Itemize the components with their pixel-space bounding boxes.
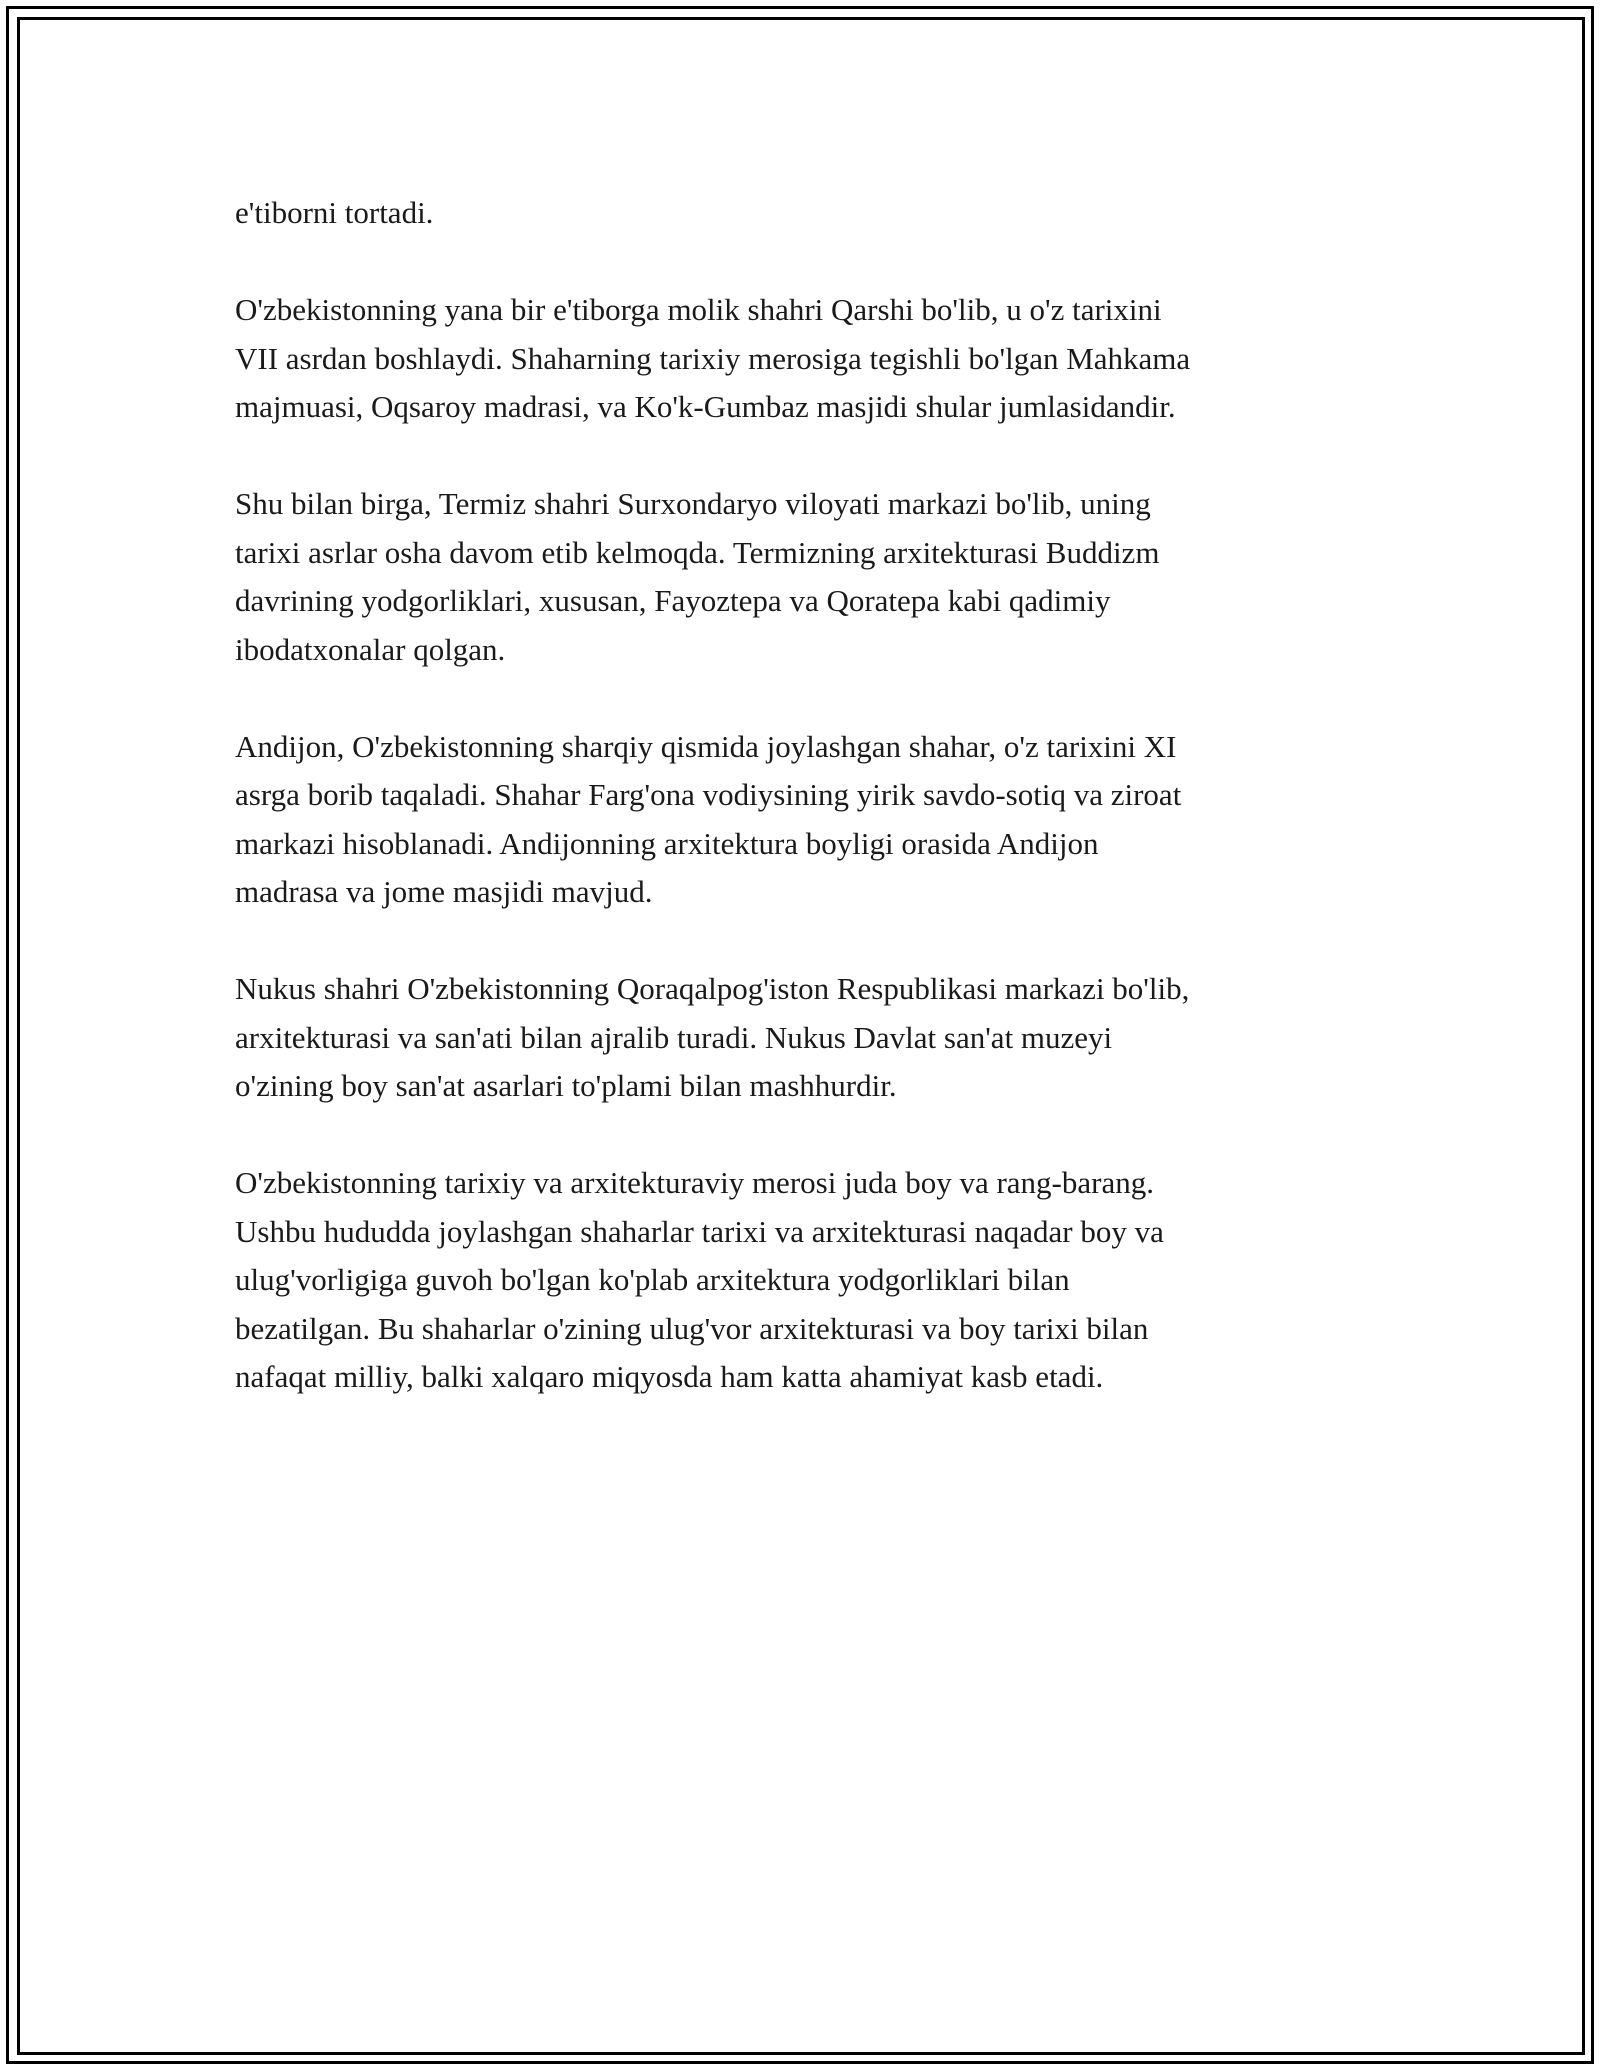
paragraph-qarshi: O'zbekistonning yana bir e'tiborga molik shahri Qarshi bo'lib, u o'z tarixini VII asrdan boshlaydi. Shaharning tarixiy merosiga tegishli bo'lgan Mahkama majmuasi, Oqsaroy madrasi, va Ko'k-Gumbaz masjidi shular jumlasidandir. xyxy=(235,292,1191,424)
paragraph-conclusion: O'zbekistonning tarixiy va arxitekturaviy merosi juda boy va rang-barang. Ushbu hududda joylashgan shaharlar tarixi va arxitekturasi naqadar boy va ulug'vorligiga guvoh bo'lgan ko'plab arxitektura yodgorliklari bilan bezatilgan. Bu shaharlar o'zining ulug'vor arxitekturasi va boy tarixi bilan nafaqat milliy, balki xalqaro miqyosda ham katta ahamiyat kasb etadi. xyxy=(235,1165,1164,1394)
paragraph-continuation: e'tiborni tortadi. xyxy=(235,195,434,230)
paragraph-nukus: Nukus shahri O'zbekistonning Qoraqalpog'iston Respublikasi markazi bo'lib, arxitekturasi va san'ati bilan ajralib turadi. Nukus Davlat san'at muzeyi o'zining boy san'at asarlari to'plami bilan mashhurdir. xyxy=(235,971,1190,1103)
paragraph-termiz: Shu bilan birga, Termiz shahri Surxondaryo viloyati markazi bo'lib, uning tarixi asrlar osha davom etib kelmoqda. Termizning arxitekturasi Buddizm davrining yodgorliklari, xususan, Fayoztepa va Qoratepa kabi qadimiy ibodatxonalar qolgan. xyxy=(235,486,1160,667)
paragraph-andijon: Andijon, O'zbekistonning sharqiy qismida joylashgan shahar, o'z tarixini XI asrga borib taqaladi. Shahar Farg'ona vodiysining yirik savdo-sotiq va ziroat markazi hisoblanadi. Andijonning arxitektura boyligi orasida Andijon madrasa va jome masjidi mavjud. xyxy=(235,728,1182,909)
document-body xyxy=(235,189,1395,1450)
